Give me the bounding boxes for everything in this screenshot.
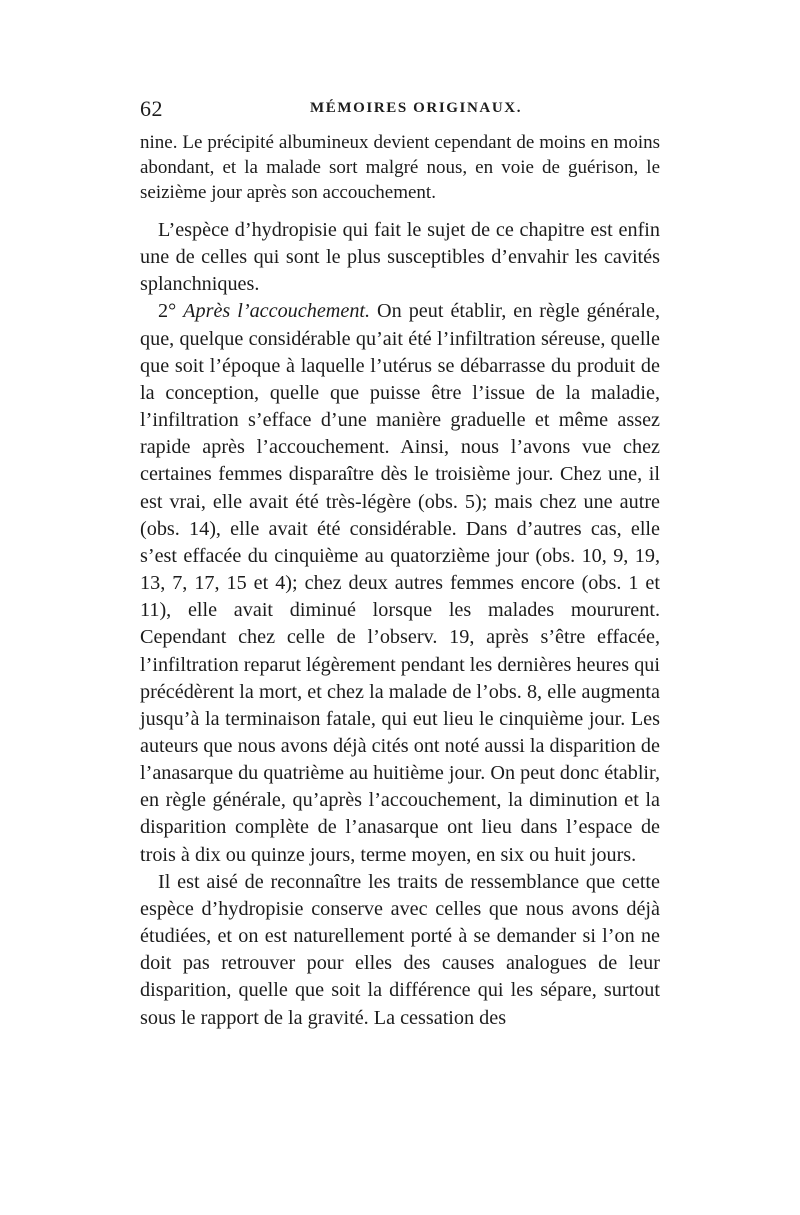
paragraph-ressemblance: Il est aisé de reconnaître les traits de ressemblance que cette espèce d’hydropisie conserve avec celles que nous avons déjà étudiées, et on est naturellement porté à se demander si l’on ne doit pas retrouver pour elles des causes analogues de leur disparition, quelle que soit la différence qui les sépare, surtout sous le rapport de la gravité. La cessation des	[140, 870, 660, 1029]
running-title: MÉMOIRES ORIGINAUX.	[310, 100, 523, 116]
page-number: 62	[140, 96, 163, 121]
section-heading: Après l’accouchement.	[183, 300, 371, 323]
paragraph-hydropisie: L’espèce d’hydropisie qui fait le sujet de ce chapitre est enfin une de celles qui sont le plus susceptibles d’envahir les cavités splanchniques.	[140, 219, 660, 296]
paragraph-apres-accouchement	[140, 298, 660, 868]
running-head	[140, 96, 660, 122]
continued-paragraph: nine. Le précipité albumineux devient cependant de moins en moins abondant, et la malade sort malgré nous, en voie de guérison, le seizième jour après son accouchement.	[140, 132, 660, 203]
paragraph-apres-accouchement-text: On peut établir, en règle générale, que, quelque considérable qu’ait été l’infiltration séreuse, quelle que soit l’époque à laquelle l’utérus se débarrasse du produit de la conception, quelle que puisse être l’issue de la maladie, l’infiltration s’efface d’une manière graduelle et même assez rapide après l’accouchement. Ainsi, nous l’avons vue chez certaines femmes disparaître dès le troisième jour. Chez une, il est vrai, elle avait été très-légère (obs. 5); mais chez une autre (obs. 14), elle avait été considérable. Dans d’autres cas, elle s’est effacée du cinquième au quatorzième jour (obs. 10, 9, 19, 13, 7, 17, 15 et 4); chez deux autres femmes encore (obs. 1 et 11), elle avait diminué lorsque les malades moururent. Cependant chez celle de l’observ. 19, après s’être effacée, l’infiltration reparut légèrement pendant les dernières heures qui précédèrent la mort, et chez la malade de l’obs. 8, elle augmenta jusqu’à la terminaison fatale, qui eut lieu le cinquième jour. Les auteurs que nous avons déjà cités ont noté aussi la disparition de l’anasarque du quatrième au huitième jour. On peut donc établir, en règle générale, qu’après l’accouchement, la diminution et la disparition complète de l’anasarque ont lieu dans l’espace de trois à dix ou quinze jours, terme moyen, en six ou huit jours.	[140, 300, 660, 866]
section-marker: 2°	[158, 300, 184, 323]
body-text	[140, 130, 660, 1032]
